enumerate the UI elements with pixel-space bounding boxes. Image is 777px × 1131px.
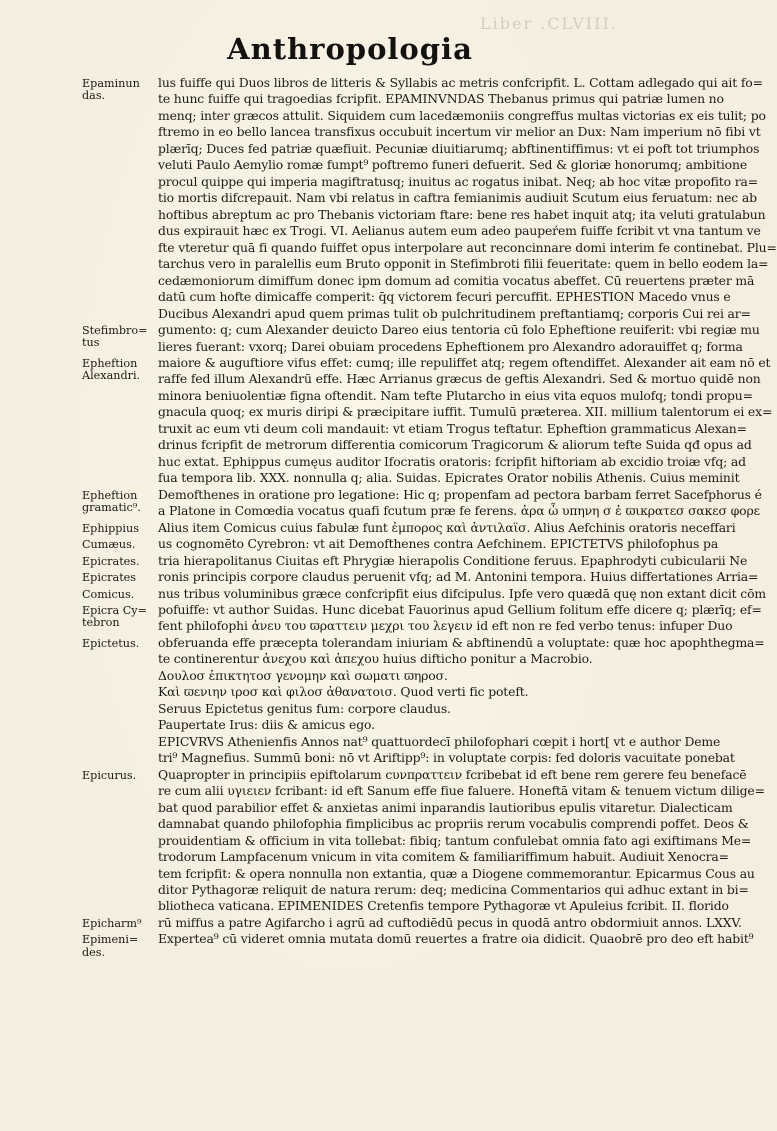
text-line: tarchus vero in paralellis eum Bruto opponit in Stefimbroti filii feueritate: quem in bello eodem la= [158,256,769,272]
text-line: bat quod parabilior effet & anxietas animi inparandis lautioribus epulis vitaretur. Dialecticam [158,799,733,815]
margin-note: Epicrates. [82,554,140,568]
text-line: fua tempora lib. XXX. nonnulla q; alia. Suidas. Epicrates Orator nobilis Athenis. Cuius meminit [158,470,740,486]
margin-note: Epicra Cy= tebron [82,604,148,630]
text-line: hoftibus abreptum ac pro Thebanis victoriam ftare: bene res habet inquit atq; ita veluti gratulabun [158,206,766,222]
text-line: fent philofophi ἀνευ του ϖραττειν μεχρι του λεγειν id eft non re fed verbo tenus: infuper Duo [158,618,733,634]
margin-note: Cumæus. [82,538,136,552]
text-line: re cum alii υγιειεν fcribant: id eft Sanum effe fiue faluere. Honeftā vitam & tenuem victum dilige= [158,783,765,799]
margin-note: Epictetus. [82,636,140,650]
text-line: obferuanda effe præcepta tolerandam iniuriam & abftinendū a voluptate: quæ hoc apophthegma= [158,634,765,650]
text-line: tem fcripfit: & opera nonnulla non extantia, quæ a Diogene commemorantur. Epicarmus Cous au [158,865,755,881]
text-line: Paupertate Irus: diis & amicus ego. [158,717,375,733]
text-line: maiore & auguftiore vifus effet: cumq; ille repuliffet atq; regem oftendiffet. Alexander ait eam nō et [158,354,771,370]
text-line: minora beniuolentiæ figna oftendit. Nam tefte Plutarcho in eius vita equos mulofq; tondi propu= [158,387,753,403]
text-line: Ducibus Alexandri apud quem primas tulit ob pulchritudinem preftantiamq; corporis Cui rei ar= [158,305,751,321]
margin-note: Epaminun das. [82,77,140,103]
text-line: ronis principis corpore claudus peruenit vfq; ad M. Antonini tempora. Huius differtationes Arria= [158,569,759,585]
text-line: huc extat. Ephippus cumęus auditor Ifocratis oratoris: fcripfit hiftoriam ab excidio troiæ vfq; ad [158,453,746,469]
text-line: lieres fuerant: vxorq; Darei obuiam procedens Epheftionem pro Alexandro adorauiffet q; forma [158,338,743,354]
page-title: Anthropologia [227,32,473,66]
text-line: a Platone in Comœdia vocatus quafi fcutum præ fe ferens. ἀρα ὦ υπηνη σ ἐ ϖικρατεσ σακεσ φορε [158,503,760,519]
text-line: lus fuiffe qui Duos libros de litteris & Syllabis ac metris confcripfit. L. Cottam adlegado qui ait fo= [158,75,763,90]
margin-note: Epicharm⁹ [82,916,142,930]
text-line: Seruus Epictetus genitus fum: corpore claudus. [158,700,451,716]
text-line: Καὶ ϖενιην ιροσ καὶ φιλοσ ἀθανατοισ. Quod verti fic poteft. [158,684,529,700]
margin-note: Epicurus. [82,768,137,782]
text-line: gumento: q; cum Alexander deuicto Dareo eius tentoria cū folo Epheftione reuiferit: vbi regiæ mu [158,322,760,338]
margin-note: Epheftion gramatic⁹. [82,488,141,514]
text-line: cedæmoniorum dimiffum donec ipm domum ad comitia vocatus abeffet. Cū reuertens præter mā [158,272,755,288]
text-line: rū miffus a patre Agifarcho i agrū ad cuftodiēdū pecus in quodā antro obdormiuit annos. LXXV. [158,914,742,930]
text-line: datū cum hofte dimicaffe comperit: q̄q victorem fecuri percuffit. EPHESTION Macedo vnus e [158,289,731,305]
text-line: drinus fcripfit de metrorum differentia comicorum Tragicorum & aliorum tefte Suida qđ opus ad [158,437,752,453]
margin-note: Epimeni= des. [82,933,139,959]
text-line: prouidentiam & officium in vita tollebat: fibiq; tantum confulebat omnia fato agi exiftimans Me= [158,832,752,848]
text-line: truxit ac eum vti deum coli mandauit: vt etiam Trogus teftatur. Epheftion grammaticus Alexan= [158,420,747,436]
text-line: gnacula quoq; ex muris diripi & præcipitare iuffit. Tumulū præterea. XII. millium talentorum ei ex= [158,404,773,420]
text-line: menq; inter græcos attulit. Siquidem cum lacedæmoniis congreffus multas victorias ex eis tulit; po [158,107,766,123]
text-line: Alius item Comicus cuius fabulæ funt ἐμπορος καὶ ἀντιλαϊσ. Alius Aefchinis oratoris neceffari [158,519,736,535]
text-line: EPICVRVS Athenienfis Annos nat⁹ quattuordecī philofophari cœpit i hort[ vt e author Deme [158,733,721,749]
text-line: plærīq; Duces fed patriæ quæfiuit. Pecuniæ diuitiarumq; abftinentiffimus: vt ei poft tot triumphos [158,140,760,156]
text-line: veluti Paulo Aemylio romæ fumpt⁹ poftremo funeri defuerit. Sed & gloriæ honorumq; ambitione [158,157,747,173]
margin-note: Stefimbro= tus [82,324,148,350]
text-line: te continerentur ἀνεχου καὶ ἀπεχου huius difticho ponitur a Macrobio. [158,651,593,667]
text-line: tri⁹ Magnefius. Summū boni: nō vt Ariftipp⁹: in voluptate corpis: fed doloris vacuitate ponebat [158,750,735,766]
margin-note: Epicrates [82,571,137,585]
text-line: ditor Pythagoræ reliquit de natura rerum: deq; medicina Commentarios qui adhuc extant in bi= [158,881,749,897]
text-line: trodorum Lampfacenum vnicum in vita comitem & familiariffimum habuit. Audiuit Xenocra= [158,849,729,865]
margin-note: Ephippius [82,521,139,535]
text-line: nus tribus voluminibus græce confcripfit eius difcipulus. Ipfe vero quædā quę non extant dicit cōm [158,585,766,601]
text-line: pofuiffe: vt author Suidas. Hunc dicebat Fauorinus apud Gellium folitum effe dicere q; plærīq; ef= [158,602,762,617]
text-line: tio mortis difcrepauit. Nam vbi relatus in caftra femianimis audiuit Scutum eius feruatum: nec ab [158,190,757,206]
text-line: dus expirauit hæc ex Trogi. VI. Aelianus autem eum adeo paupeŕem fuiffe fcribit vt vna tantum ve [158,223,761,239]
text-line: raffe fed illum Alexandrū effe. Hæc Arrianus græcus de geftis Alexandri. Sed & mortuo quidē non [158,371,761,387]
margin-note: Comicus. [82,587,135,601]
text-line: bliotheca vaticana. EPIMENIDES Cretenfis tempore Pythagoræ vt Apuleius fcribit. II. florido [158,898,729,914]
text-line: ftremo in eo bello lancea transfixus occubuit incertum vir melior an Dux: Nam imperium nō fibi vt [158,124,761,140]
main-text-column [158,75,777,948]
text-line: us cognomēto Cyrebron: vt ait Demofthenes contra Aefchinem. EPICTETVS philofophus pa [158,536,719,552]
text-line: Demofthenes in oratione pro legatione: Hic q; propenfam ad pectora barbam ferret Sacefphorus é [158,486,762,502]
text-line: te hunc fuiffe qui tragoedias fcripfit. EPAMINVNDAS Thebanus primus qui patriæ lumen no [158,91,724,107]
text-line: fte vteretur quā fi quando fuiffet opus interpolare aut reconcinnare domi interim fe continebat. Plu= [158,239,777,255]
bleed-through-running-head: Liber .CLVIII. [480,14,618,33]
margin-note: Epheftion Alexandri. [82,356,141,383]
text-line: Expertea⁹ cū videret omnia mutata domū reuertes a fratre oia didicit. Quaobrē pro deo eft habit⁹ [158,931,754,947]
text-line: Quapropter in principiis epiftolarum ϲυνπραττειν fcribebat id eft bene rem gerere feu benefacē [158,766,747,782]
text-line: damnabat quando philofophia fimplicibus ac propriis rerum vocabulis comprendi poffet. Deos & [158,816,749,832]
text-line: Δουλοσ ἐπικτητοσ γενομην καὶ σωματι ϖηροσ. [158,667,448,683]
text-line: tria hierapolitanus Ciuitas eft Phrygiæ hierapolis Conditione feruus. Epaphrodyti cubicularii Ne [158,552,748,568]
text-line: procul quippe qui imperia magiftratusq; inuitus ac rogatus inibat. Neq; ab hoc vitæ propofito ra= [158,173,758,189]
